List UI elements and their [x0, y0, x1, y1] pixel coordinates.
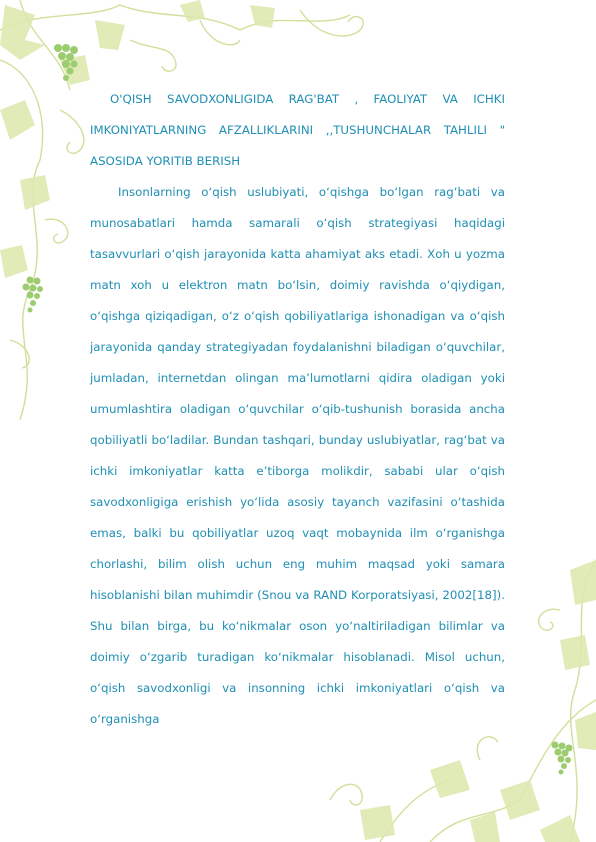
document-body [90, 84, 505, 735]
top-left-grapes [23, 44, 79, 313]
bottom-right-grapes [552, 742, 573, 775]
document-title: O'QISH SAVODXONLIGIDA RAG'BAT , FAOLIYAT VA ICHKI IMKONIYATLARNING AFZALLIKLARINI ,,TUSHUNCHALAR TAHLILI " ASOSIDA YORITIB BERISH [90, 92, 505, 168]
body-paragraph: Insonlarning o‘qish uslubiyati, o‘qishga bo‘lgan rag‘bati va munosabatlari hamda samarali o‘qish strategiyasi haqidagi tasavvurlari o‘qish jarayonida katta ahamiyat aks etadi. Xoh u yozma matn xoh u elektron matn bo‘lsin, doimiy ravishda o‘qiydigan, o‘qishga qiziqadigan, o‘z o‘qish qobiliyatlariga ishonadigan va o‘qish jarayonida qanday strategiyadan foydalanishni biladigan o‘quvchilar, jumladan, internetdan olingan ma’lumotlarni qidira oladigan yoki umumlashtira oladigan o‘quvchilar o‘qib-tushunish borasida ancha qobiliyatli bo‘ladilar. Bundan tashqari, bunday uslubiyatlar, rag‘bat va ichki imkoniyatlar katta e’tiborga molikdir, sababi ular o‘qish savodxonligiga erishish yo‘lida asosiy tayanch vazifasini o‘tashida emas, balki bu qobiliyatlar uzoq vaqt mobaynida ilm o‘rganishga chorlashi, bilim olish uchun eng muhim maqsad yoki samara hisoblanishi bilan muhimdir (Snou va RAND Korporatsiyasi, 2002[18]). Shu bilan birga, bu ko‘nikmalar oson yo‘naltiriladigan bilimlar va doimiy o‘zgarib turadigan ko‘nikmalar hisoblanadi. Misol uchun, o‘qish savodxonligi va insonning ichki imkoniyatlari o‘qish va o‘rganishga [90, 185, 505, 726]
